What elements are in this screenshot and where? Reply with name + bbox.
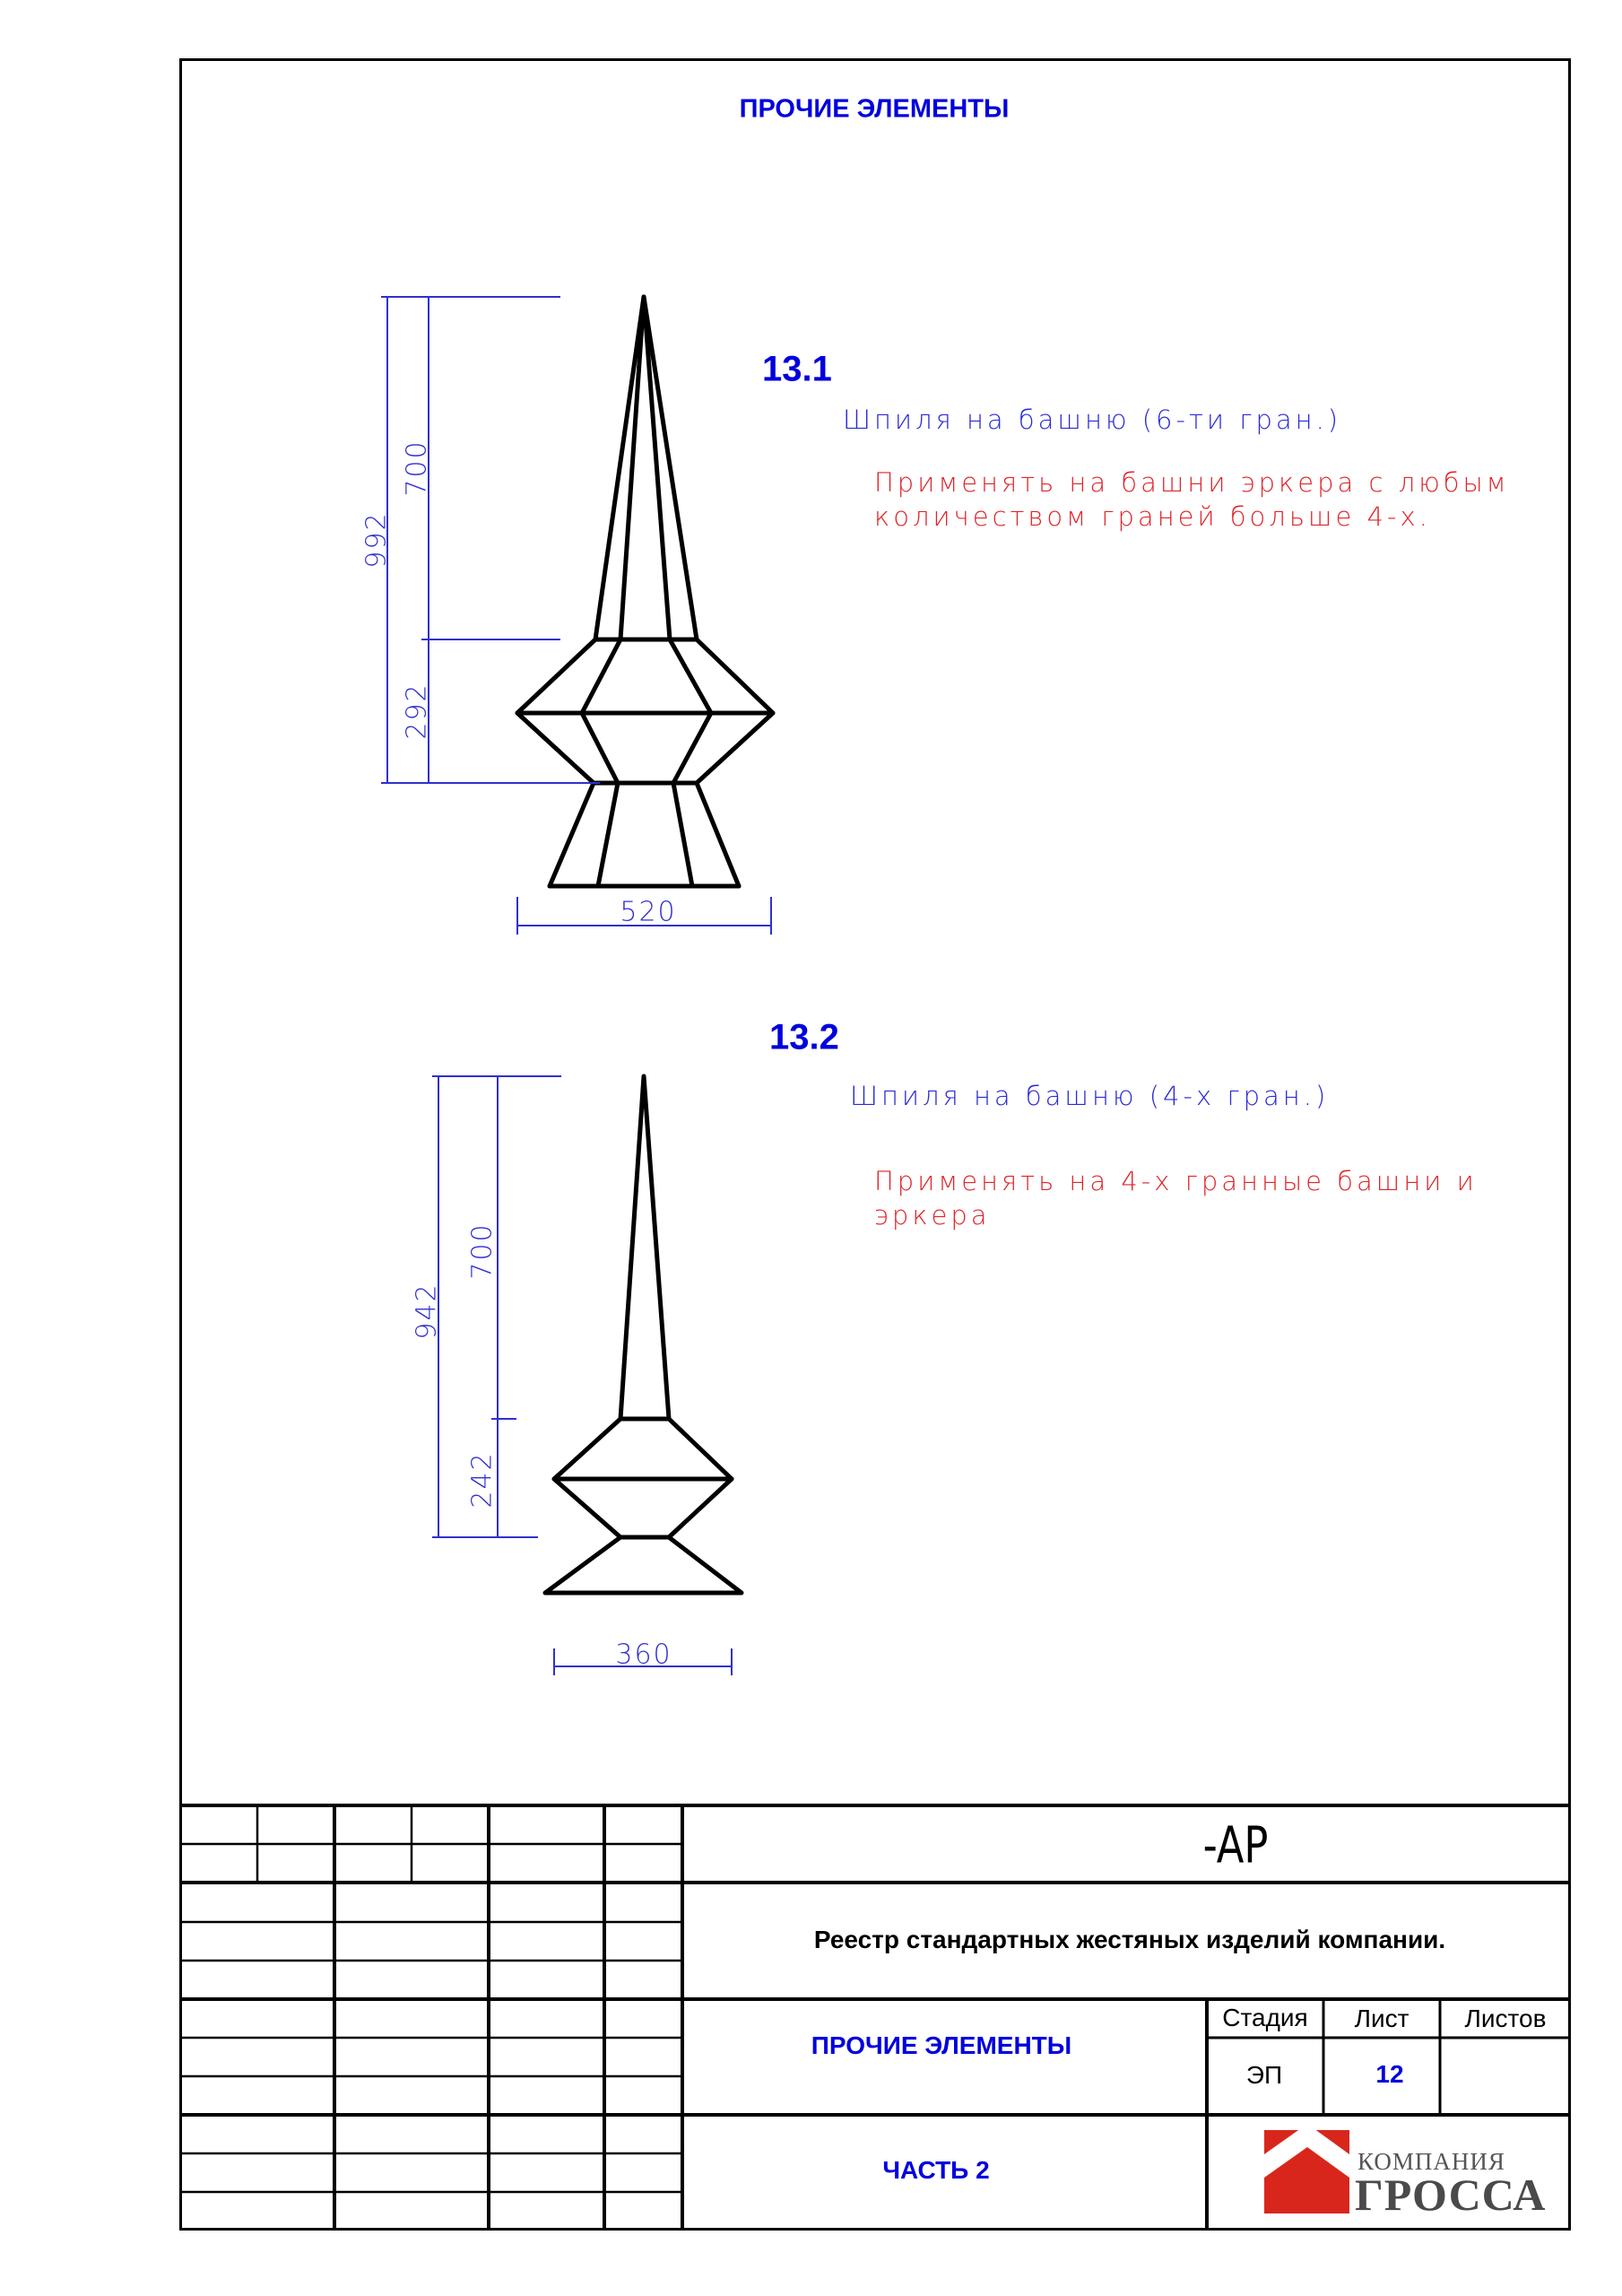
item-name-13-1: Шпиля на башню (6-ти гран.) [843,404,1342,435]
sheets-label: Листов [1464,2005,1547,2032]
spire-13-2-needle [620,1076,669,1419]
stage-value: ЭП [1245,2061,1283,2089]
spire-13-1 [517,297,773,886]
sheet-title: ПРОЧИЕ ЭЛЕМЕНТЫ [739,94,1010,124]
spire-13-2 [545,1076,742,1593]
logo-text-company: КОМПАНИЯ [1357,2148,1505,2175]
item-note-13-1-line2: количеством граней больше 4-х. [874,501,1431,532]
part-name: ЧАСТЬ 2 [882,2156,990,2184]
dim-13-1-spire-height: 700 [401,439,433,497]
dim-13-2-total-height: 942 [411,1283,443,1340]
dim-13-1-width: 520 [620,896,677,928]
dim-13-2-width: 360 [615,1639,672,1671]
document-code: -AP [1202,1816,1269,1875]
dim-13-2-base-height: 242 [466,1451,499,1509]
item-note-13-2-line2: эркера [874,1200,991,1231]
logo-text-name: ГРОССА [1355,2170,1547,2220]
item-number-13-2: 13.2 [769,1017,839,1057]
dimensions-13-2 [432,1076,732,1675]
dimensions-13-1 [381,297,771,935]
dim-13-1-total-height: 992 [360,511,393,569]
dim-13-2-spire-height: 700 [466,1222,499,1280]
item-note-13-1-line1: Применять на башни эркера с любым [874,467,1510,498]
company-logo-mark [1264,2124,1349,2213]
document-description: Реестр стандартных жестяных изделий компании. [813,1926,1446,1953]
section-name: ПРОЧИЕ ЭЛЕМЕНТЫ [811,2031,1072,2059]
dim-13-1-base-height: 292 [401,683,433,740]
item-name-13-2: Шпиля на башню (4-х гран.) [850,1081,1330,1111]
item-note-13-2-line1: Применять на 4-х гранные башни и [874,1166,1478,1196]
item-number-13-1: 13.1 [762,349,832,389]
stage-label: Стадия [1222,2004,1308,2031]
sheet-label: Лист [1354,2005,1409,2032]
sheet-number: 12 [1375,2060,1404,2088]
